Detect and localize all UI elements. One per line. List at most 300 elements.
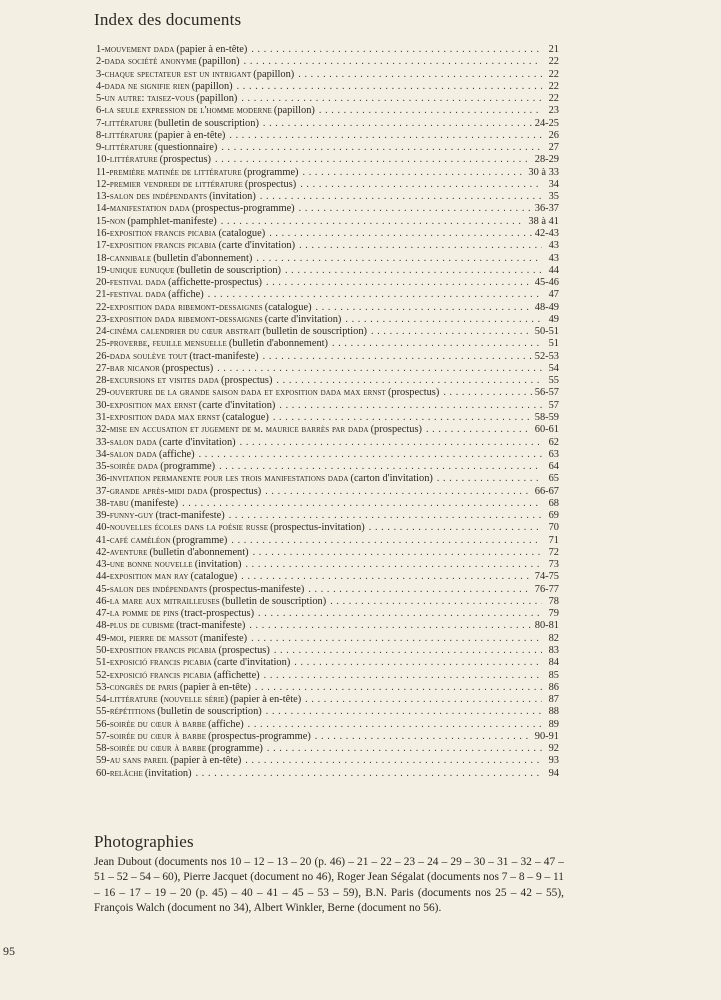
index-entry (96, 387, 559, 399)
entry-separator: - (106, 743, 110, 755)
entry-separator: - (106, 203, 110, 215)
entry-description: (bulletin de souscription) (176, 264, 281, 276)
entry-number: 11 (96, 166, 107, 178)
entry-number: 56 (96, 718, 107, 730)
entry-title: au sans pareil (109, 755, 169, 767)
entry-description: (papier à en-tête) (230, 694, 302, 706)
entry-number: 48 (96, 620, 107, 632)
index-entry (96, 498, 559, 510)
entry-description: (prospectus) (221, 375, 273, 387)
entry-page: 52-53 (534, 350, 559, 362)
entry-number: 34 (96, 448, 107, 460)
entry-separator: - (106, 301, 110, 313)
entry-title: bar nicanor (109, 362, 160, 374)
index-entry (96, 228, 559, 240)
entry-separator: - (106, 583, 110, 595)
entry-separator: - (106, 411, 110, 423)
entry-description: (bulletin de souscription) (221, 595, 327, 607)
entry-page: 48-49 (534, 301, 559, 313)
entry-page: 87 (548, 694, 559, 706)
entry-page: 35 (548, 191, 559, 203)
entry-page: 84 (548, 657, 559, 669)
entry-title: aventure (109, 546, 148, 558)
index-entry (96, 216, 559, 228)
index-entry (96, 706, 559, 718)
entry-page: 22 (548, 93, 559, 105)
entry-title: salon des indépendants (109, 583, 208, 595)
entry-number: 1 (96, 44, 102, 55)
entry-title: manifestation dada (109, 203, 190, 215)
entry-separator: - (106, 718, 110, 730)
entry-page: 42-43 (534, 227, 559, 239)
entry-page: 49 (548, 313, 559, 325)
entry-title: la mare aux mitrailleuses (109, 595, 220, 607)
entry-title: tabu (109, 497, 129, 509)
entry-separator: - (106, 595, 110, 607)
index-entry (96, 645, 559, 657)
entry-page: 30 à 33 (528, 166, 559, 178)
entry-description: (carte d'invitation) (218, 240, 296, 252)
dot-leader (249, 620, 531, 632)
entry-number: 35 (96, 461, 107, 473)
entry-separator: - (106, 546, 110, 558)
index-entry (96, 363, 559, 375)
entry-number: 18 (96, 252, 107, 264)
entry-number: 53 (96, 681, 107, 693)
dot-leader (196, 768, 542, 780)
dot-leader (221, 142, 542, 154)
entry-page: 21 (548, 44, 559, 55)
entry-page: 74-75 (534, 571, 559, 583)
entry-description: (affiche) (159, 448, 195, 460)
entry-page: 72 (548, 546, 559, 558)
entry-number: 29 (96, 387, 107, 399)
index-entry (96, 571, 559, 583)
entry-number: 50 (96, 645, 107, 657)
dot-leader (294, 657, 542, 669)
entry-title: exposition dada max ernst (109, 411, 221, 423)
dot-leader (245, 755, 542, 767)
entry-page: 27 (548, 142, 559, 154)
entry-separator: - (101, 56, 105, 68)
entry-title: la seule expression de l'homme moderne (104, 105, 272, 117)
entry-description: (prospectus) (159, 154, 211, 166)
entry-page: 43 (548, 240, 559, 252)
entry-number: 7 (96, 117, 102, 129)
entry-description: (prospectus) (387, 387, 440, 399)
index-entry (96, 130, 559, 142)
entry-number: 22 (96, 301, 107, 313)
entry-number: 52 (96, 669, 107, 681)
entry-separator: - (106, 522, 110, 534)
entry-description: (tract-manifeste) (155, 510, 225, 522)
entry-title: ouverture de la grande saison dada et exposition dada max ernst (109, 387, 386, 399)
entry-description: (pamphlet-manifeste) (127, 215, 217, 227)
entry-separator: - (106, 448, 110, 460)
entry-number: 39 (96, 510, 107, 522)
entry-separator: - (106, 166, 110, 178)
entry-page: 60-61 (534, 424, 559, 436)
entry-title: chaque spectateur est un intrigant (104, 68, 252, 80)
dot-leader (285, 265, 542, 277)
dot-leader (258, 608, 542, 620)
entry-page: 57 (548, 399, 559, 411)
entry-number: 12 (96, 178, 107, 190)
entry-page: 44 (548, 264, 559, 276)
entry-separator: - (106, 669, 110, 681)
index-entry (96, 400, 559, 412)
dot-leader (215, 154, 532, 166)
entry-page: 73 (548, 559, 559, 571)
entry-description: (bulletin d'abonnement) (228, 338, 329, 350)
entry-page: 55 (548, 375, 559, 387)
entry-separator: - (101, 105, 105, 117)
entry-page: 88 (548, 706, 559, 718)
dot-leader (345, 314, 542, 326)
entry-title: une bonne nouvelle (109, 559, 193, 571)
entry-description: (manifeste) (199, 632, 248, 644)
dot-leader (316, 302, 532, 314)
entry-description: (papier à en-tête) (179, 681, 251, 693)
entry-title: salon dada (109, 448, 158, 460)
entry-description: (carte d'invitation) (159, 436, 236, 448)
entry-separator: - (101, 68, 105, 80)
entry-description: (manifeste) (130, 497, 179, 509)
index-entry (96, 633, 559, 645)
entry-page: 28-29 (534, 154, 559, 166)
entry-number: 32 (96, 424, 107, 436)
entry-separator: - (101, 142, 105, 154)
dot-leader (437, 473, 542, 485)
index-entry (96, 69, 559, 81)
entry-separator: - (106, 485, 110, 497)
entry-page: 93 (548, 755, 559, 767)
entry-title: littérature (104, 129, 153, 141)
dot-leader (231, 535, 542, 547)
index-entry (96, 755, 559, 767)
entry-page: 58-59 (534, 411, 559, 423)
dot-leader (256, 253, 542, 265)
entry-page: 54 (548, 362, 559, 374)
entry-separator: - (106, 154, 110, 166)
index-entry (96, 657, 559, 669)
entry-separator: - (106, 510, 110, 522)
entry-description: (papillon) (198, 56, 240, 68)
entry-description: (papillon) (253, 68, 295, 80)
index-entry (96, 191, 559, 203)
entry-separator: - (106, 767, 110, 779)
entry-separator: - (106, 313, 110, 325)
index-entry (96, 596, 559, 608)
entry-separator: - (106, 326, 110, 338)
entry-separator: - (106, 559, 110, 571)
dot-leader (369, 522, 542, 534)
entry-separator: - (106, 436, 110, 448)
entry-description: (affichette) (213, 669, 260, 681)
dot-leader (426, 424, 532, 436)
dot-leader (199, 449, 542, 461)
dot-leader (298, 69, 542, 81)
entry-title: exposition francis picabia (109, 645, 217, 657)
dot-leader (241, 571, 531, 583)
entry-title: littérature (109, 154, 158, 166)
index-entry (96, 253, 559, 265)
entry-number: 54 (96, 694, 107, 706)
dot-leader (251, 44, 542, 56)
entry-title: première matinée de littérature (109, 166, 242, 178)
index-entry (96, 81, 559, 93)
dot-leader (265, 486, 532, 498)
entry-title: mise en accusation et jugement de m. maurice barrès par dada (109, 424, 369, 436)
entry-number: 47 (96, 608, 107, 620)
entry-title: soirée du cœur à barbe (109, 718, 207, 730)
entry-page: 66-67 (534, 485, 559, 497)
entry-page: 94 (548, 767, 559, 779)
entry-description: (papier à en-tête) (176, 44, 248, 55)
dot-leader (263, 351, 532, 363)
index-entry (96, 731, 559, 743)
entry-number: 4 (96, 80, 102, 92)
entry-page: 51 (548, 338, 559, 350)
index-entry (96, 743, 559, 755)
entry-description: (affiche) (168, 289, 204, 301)
entry-description: (catalogue) (218, 227, 266, 239)
entry-title: dada société anonyme (104, 56, 197, 68)
entry-page: 68 (548, 497, 559, 509)
entry-number: 20 (96, 277, 107, 289)
entry-title: dada soulève tout (109, 350, 188, 362)
entry-number: 8 (96, 129, 102, 141)
entry-description: (bulletin d'abonnement) (149, 546, 249, 558)
entry-separator: - (101, 117, 105, 129)
entry-description: (bulletin d'abonnement) (153, 252, 253, 264)
index-entry (96, 547, 559, 559)
index-entry (96, 277, 559, 289)
entry-description: (prospectus) (370, 424, 422, 436)
entry-number: 57 (96, 730, 107, 742)
entry-number: 15 (96, 215, 107, 227)
entry-separator: - (106, 657, 110, 669)
dot-leader (229, 130, 542, 142)
entry-separator: - (101, 93, 105, 105)
index-entry (96, 44, 559, 56)
entry-title: invitation permanente pour les trois manifestations dada (109, 473, 349, 485)
dot-leader (208, 289, 542, 301)
entry-description: (carton d'invitation) (350, 473, 433, 485)
entry-separator: - (106, 277, 110, 289)
entry-description: (affiche) (208, 718, 244, 730)
entry-description: (catalogue) (222, 411, 269, 423)
dot-leader (308, 584, 531, 596)
index-entry (96, 486, 559, 498)
entry-title: congrès de paris (109, 681, 178, 693)
index-entry (96, 203, 559, 215)
entry-number: 41 (96, 534, 107, 546)
entry-description: (prospectus) (161, 362, 214, 374)
entry-separator: - (106, 608, 110, 620)
entry-page: 89 (548, 718, 559, 730)
entry-separator: - (106, 399, 110, 411)
entry-separator: - (106, 694, 110, 706)
entry-description: (programme) (160, 461, 216, 473)
entry-description: (invitation) (194, 559, 242, 571)
entry-page: 83 (548, 645, 559, 657)
entry-title: plus de cubisme (109, 620, 175, 632)
entry-page: 90-91 (534, 730, 559, 742)
entry-page: 26 (548, 129, 559, 141)
entry-description: (bulletin de souscription) (157, 706, 262, 718)
entry-page: 24-25 (534, 117, 559, 129)
index-entry (96, 473, 559, 485)
dot-leader (244, 56, 542, 68)
index-entry (96, 608, 559, 620)
entry-separator: - (106, 350, 110, 362)
page-number: 95 (3, 944, 15, 958)
index-heading: Index des documents (94, 10, 242, 29)
entry-description: (papillon) (273, 105, 315, 117)
entry-separator: - (106, 424, 110, 436)
entry-page: 50-51 (534, 326, 559, 338)
entry-separator: - (106, 240, 110, 252)
entry-separator: - (106, 755, 110, 767)
entry-page: 47 (548, 289, 559, 301)
entry-number: 58 (96, 743, 107, 755)
dot-leader (267, 743, 542, 755)
entry-title: exposition francis picabia (109, 227, 217, 239)
entry-title: unique eunuque (109, 264, 175, 276)
index-entry (96, 670, 559, 682)
index-entry (96, 118, 559, 130)
entry-description: (catalogue) (264, 301, 312, 313)
entry-number: 21 (96, 289, 107, 301)
entry-description: (carte d'invitation) (213, 657, 291, 669)
entry-page: 45-46 (534, 277, 559, 289)
entry-title: cannibale (109, 252, 152, 264)
entry-page: 92 (548, 743, 559, 755)
entry-number: 60 (96, 767, 107, 779)
entry-number: 36 (96, 473, 107, 485)
entry-number: 28 (96, 375, 107, 387)
entry-separator: - (106, 632, 110, 644)
entry-page: 38 à 41 (528, 215, 559, 227)
entry-number: 46 (96, 595, 107, 607)
entry-number: 40 (96, 522, 107, 534)
entry-title: exposition francis picabia (109, 240, 217, 252)
entry-title: littérature (104, 142, 153, 154)
dot-leader (371, 326, 532, 338)
entry-number: 6 (96, 105, 102, 117)
index-entry (96, 510, 559, 522)
entry-title: moi, pierre de massot (109, 632, 198, 644)
entry-number: 42 (96, 546, 107, 558)
index-entry (96, 326, 559, 338)
entry-separator: - (106, 461, 110, 473)
entry-number: 33 (96, 436, 107, 448)
entry-separator: - (106, 571, 110, 583)
entry-title: festival dada (109, 289, 167, 301)
entry-description: (papillon) (191, 80, 233, 92)
entry-title: littérature (nouvelle série) (109, 694, 229, 706)
entry-title: la pomme de pins (109, 608, 179, 620)
dot-leader (255, 682, 542, 694)
dot-leader (240, 437, 542, 449)
photographs-credits: Jean Dubout (documents nos 10 – 12 – 13 – 20 (p. 46) – 21 – 22 – 23 – 24 – 29 – 30 – 31 – 32 – 47 – 51 – 52 – 54 – 60), Pierre Jacquet (document no 46), Roger Jean Ségalat (documents nos 7 – 8 – 9 – 11 – 16 – 17 – 19 – 20 (p. 45) – 40 – 41 – 45 – 53 – 59), B.N. Paris (documents nos 25 – 42 – 55), François Walch (document no 34), Albert Winkler, Berne (document no 56). (94, 856, 564, 914)
entry-number: 13 (96, 191, 107, 203)
entry-page: 22 (548, 80, 559, 92)
entry-title: mouvement dada (104, 44, 175, 55)
dot-leader (241, 93, 542, 105)
index-entry (96, 694, 559, 706)
dot-leader (330, 596, 542, 608)
dot-leader (263, 118, 532, 130)
entry-number: 45 (96, 583, 107, 595)
entry-description: (prospectus) (218, 645, 270, 657)
entry-title: relâche (109, 767, 143, 779)
entry-separator: - (106, 227, 110, 239)
entry-separator: - (106, 338, 110, 350)
entry-title: soirée du cœur à barbe (109, 730, 207, 742)
entry-description: (prospectus) (209, 485, 262, 497)
entry-description: (prospectus-manifeste) (209, 583, 305, 595)
entry-number: 27 (96, 362, 107, 374)
entry-number: 19 (96, 264, 107, 276)
dot-leader (264, 670, 542, 682)
entry-description: (bulletin de souscription) (262, 326, 368, 338)
entry-description: (prospectus-invitation) (270, 522, 365, 534)
dot-leader (182, 498, 542, 510)
entry-number: 23 (96, 313, 107, 325)
entry-title: exposition max ernst (109, 399, 197, 411)
entry-description: (prospectus-programme) (191, 203, 295, 215)
dot-leader (245, 559, 542, 571)
dot-leader (303, 167, 526, 179)
dot-leader (269, 228, 532, 240)
index-entry (96, 620, 559, 632)
index-entry (96, 289, 559, 301)
entry-description: (carte d'invitation) (264, 313, 342, 325)
index-entry (96, 154, 559, 166)
index-entry (96, 105, 559, 117)
entry-number: 2 (96, 56, 102, 68)
entry-description: (programme) (208, 743, 263, 755)
index-entry (96, 302, 559, 314)
entry-separator: - (106, 706, 110, 718)
entry-description: (papier à en-tête) (154, 129, 226, 141)
entry-number: 9 (96, 142, 102, 154)
entry-number: 49 (96, 632, 107, 644)
entry-number: 24 (96, 326, 107, 338)
entry-separator: - (106, 534, 110, 546)
entry-page: 22 (548, 68, 559, 80)
index-entry (96, 314, 559, 326)
entry-number: 59 (96, 755, 107, 767)
entry-page: 22 (548, 56, 559, 68)
entry-page: 80-81 (534, 620, 559, 632)
entry-title: répétitions (109, 706, 156, 718)
entry-separator: - (106, 362, 110, 374)
index-entry (96, 338, 559, 350)
entry-page: 86 (548, 681, 559, 693)
index-list (96, 44, 559, 780)
index-entry (96, 351, 559, 363)
entry-title: un autre: taisez-vous (104, 93, 195, 105)
entry-page: 79 (548, 608, 559, 620)
entry-page: 69 (548, 510, 559, 522)
entry-title: soirée du cœur à barbe (109, 743, 207, 755)
entry-title: excursions et visites dada (109, 375, 220, 387)
entry-separator: - (106, 215, 110, 227)
dot-leader (219, 461, 542, 473)
